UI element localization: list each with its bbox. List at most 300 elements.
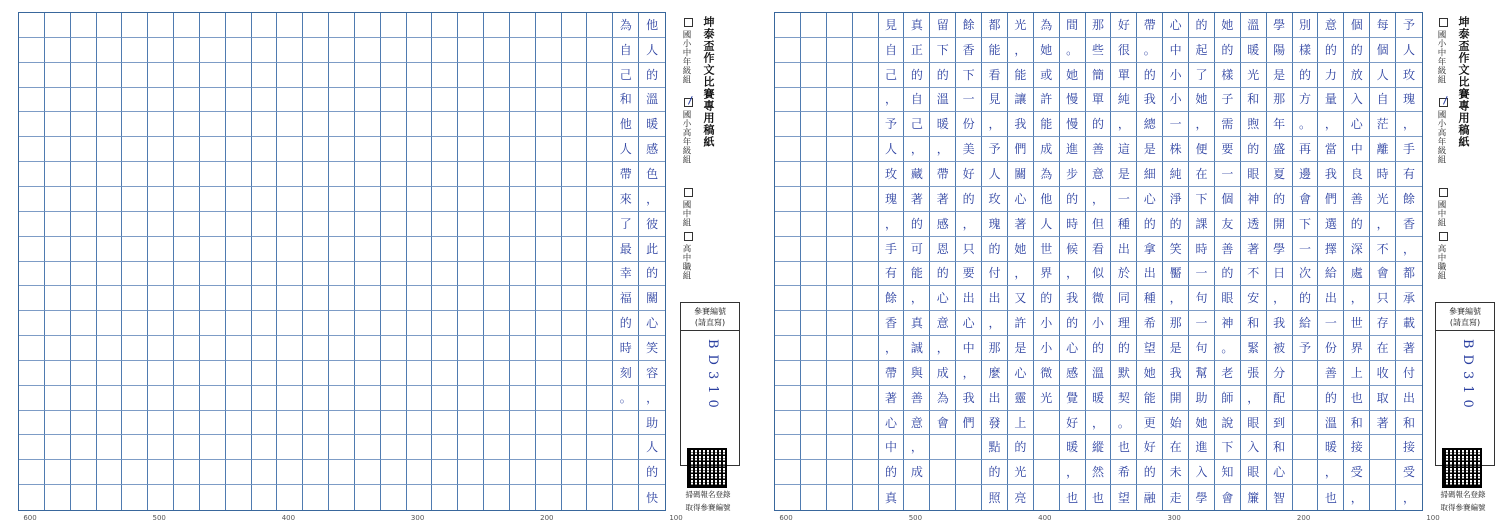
- grid-cell: [277, 386, 303, 411]
- grid-cell: [122, 336, 148, 361]
- grid-cell: [562, 435, 588, 460]
- grid-cell: [536, 38, 562, 63]
- grid-cell: [613, 460, 639, 485]
- grid-cell: [148, 435, 174, 460]
- grid-cell: [45, 485, 71, 510]
- grid-cell: [510, 63, 536, 88]
- grid-cell: [407, 38, 433, 63]
- grid-cell: 進: [1060, 137, 1086, 162]
- character-counter-right: [774, 514, 1440, 526]
- grid-cell: 放: [1344, 63, 1370, 88]
- grid-cell: [97, 137, 123, 162]
- division-option[interactable]: [1435, 98, 1448, 164]
- grid-cell: 純: [1163, 162, 1189, 187]
- grid-cell: 瑰: [879, 187, 905, 212]
- grid-cell: [303, 336, 329, 361]
- grid-cell: [407, 435, 433, 460]
- grid-cell: [71, 485, 97, 510]
- grid-cell: [19, 361, 45, 386]
- grid-cell: [19, 63, 45, 88]
- grid-cell: [252, 13, 278, 38]
- grid-cell: 次: [1293, 262, 1319, 287]
- grid-cell: 那: [1267, 88, 1293, 113]
- grid-cell: [432, 361, 458, 386]
- grid-cell: 帶: [1137, 13, 1163, 38]
- grid-cell: 夏: [1267, 162, 1293, 187]
- grid-cell: 總: [1137, 112, 1163, 137]
- checkbox-icon[interactable]: [1439, 232, 1448, 241]
- grid-cell: [458, 162, 484, 187]
- checkbox-icon[interactable]: [684, 232, 693, 241]
- grid-cell: [853, 137, 879, 162]
- entry-number-box[interactable]: [1435, 302, 1495, 466]
- grid-cell: 再: [1293, 137, 1319, 162]
- grid-cell: [71, 361, 97, 386]
- grid-cell: [536, 88, 562, 113]
- grid-cell: 時: [1189, 237, 1215, 262]
- grid-cell: [122, 112, 148, 137]
- grid-cell: [827, 361, 853, 386]
- grid-cell: [355, 137, 381, 162]
- grid-cell: [303, 411, 329, 436]
- grid-cell: 。: [1137, 38, 1163, 63]
- grid-cell: [510, 361, 536, 386]
- grid-cell: [613, 485, 639, 510]
- grid-cell: 心: [1008, 187, 1034, 212]
- division-option-label: 國中組: [1436, 200, 1446, 227]
- grid-cell: 也: [1318, 485, 1344, 510]
- grid-cell: [174, 435, 200, 460]
- grid-cell: [277, 137, 303, 162]
- grid-cell: [303, 485, 329, 510]
- grid-cell: 的: [613, 311, 639, 336]
- grid-cell: [956, 460, 982, 485]
- grid-cell: [587, 137, 613, 162]
- grid-cell: [252, 460, 278, 485]
- grid-cell: 也: [1344, 386, 1370, 411]
- grid-cell: [329, 336, 355, 361]
- checkbox-icon[interactable]: [1439, 98, 1448, 107]
- grid-cell: [19, 88, 45, 113]
- grid-cell: 這: [1111, 137, 1137, 162]
- grid-cell: [174, 88, 200, 113]
- grid-cell: [303, 187, 329, 212]
- grid-cell: [97, 237, 123, 262]
- grid-cell: 有: [879, 262, 905, 287]
- grid-cell: [97, 63, 123, 88]
- grid-cell: [329, 485, 355, 510]
- grid-cell: [381, 212, 407, 237]
- grid-cell: 或: [1034, 63, 1060, 88]
- division-option-label: 高中職組: [1436, 244, 1446, 280]
- grid-cell: [827, 286, 853, 311]
- division-option[interactable]: [1435, 18, 1448, 84]
- division-option[interactable]: [680, 18, 693, 84]
- grid-cell: [775, 137, 801, 162]
- grid-cell: 在: [1189, 162, 1215, 187]
- division-option[interactable]: [680, 232, 693, 280]
- grid-cell: [226, 237, 252, 262]
- grid-cell: 彼: [639, 212, 665, 237]
- grid-cell: [252, 237, 278, 262]
- grid-cell: [775, 336, 801, 361]
- counter-mark: 300: [1167, 514, 1181, 522]
- entry-number-label: 參賽編號: [1449, 307, 1481, 316]
- grid-cell: 界: [1344, 336, 1370, 361]
- grid-cell: [407, 212, 433, 237]
- grid-cell: [853, 237, 879, 262]
- grid-cell: [536, 13, 562, 38]
- grid-cell: [226, 38, 252, 63]
- grid-cell: [853, 212, 879, 237]
- grid-cell: 福: [613, 286, 639, 311]
- grid-cell: 手: [1396, 137, 1422, 162]
- grid-cell: 。: [1111, 411, 1137, 436]
- grid-cell: [432, 237, 458, 262]
- character-counter-left: [18, 514, 683, 526]
- grid-cell: [775, 411, 801, 436]
- grid-cell: 小: [1034, 336, 1060, 361]
- grid-cell: [484, 237, 510, 262]
- grid-cell: [148, 237, 174, 262]
- grid-cell: [226, 137, 252, 162]
- grid-cell: [303, 237, 329, 262]
- grid-cell: [1034, 435, 1060, 460]
- grid-cell: [853, 38, 879, 63]
- grid-cell: 是: [1267, 63, 1293, 88]
- grid-cell: [536, 286, 562, 311]
- counter-mark: 100: [1426, 514, 1440, 522]
- grid-cell: 看: [982, 63, 1008, 88]
- grid-cell: [122, 38, 148, 63]
- grid-cell: 心: [1344, 112, 1370, 137]
- grid-cell: 深: [1344, 237, 1370, 262]
- grid-cell: 小: [1163, 63, 1189, 88]
- grid-cell: 個: [1344, 13, 1370, 38]
- grid-cell: [536, 262, 562, 287]
- grid-cell: [200, 311, 226, 336]
- grid-cell: [381, 336, 407, 361]
- grid-cell: ，: [1008, 38, 1034, 63]
- grid-cell: 在: [1370, 336, 1396, 361]
- grid-cell: [930, 435, 956, 460]
- grid-cell: [587, 112, 613, 137]
- grid-cell: 善: [1318, 361, 1344, 386]
- grid-cell: [277, 336, 303, 361]
- grid-cell: 和: [1241, 88, 1267, 113]
- grid-cell: 更: [1137, 411, 1163, 436]
- grid-cell: [19, 187, 45, 212]
- grid-cell: [827, 435, 853, 460]
- grid-cell: [148, 137, 174, 162]
- grid-cell: 餘: [956, 13, 982, 38]
- grid-cell: [1034, 485, 1060, 510]
- grid-cell: 光: [1034, 386, 1060, 411]
- grid-cell: 慢: [1060, 112, 1086, 137]
- grid-cell: [97, 187, 123, 212]
- grid-cell: 瑰: [982, 212, 1008, 237]
- grid-cell: [801, 187, 827, 212]
- grid-cell: 說: [1215, 411, 1241, 436]
- grid-cell: 日: [1267, 262, 1293, 287]
- grid-cell: [303, 361, 329, 386]
- grid-cell: [407, 460, 433, 485]
- grid-cell: [122, 485, 148, 510]
- grid-cell: 的: [904, 212, 930, 237]
- form-side-panel-right: [1425, 10, 1500, 525]
- grid-cell: [381, 187, 407, 212]
- grid-cell: [329, 286, 355, 311]
- grid-cell: 的: [639, 63, 665, 88]
- grid-cell: [148, 361, 174, 386]
- grid-cell: [97, 88, 123, 113]
- grid-cell: [45, 112, 71, 137]
- grid-cell: [536, 187, 562, 212]
- counter-mark: 200: [540, 514, 554, 522]
- grid-cell: 年: [1267, 112, 1293, 137]
- qr-caption-line2: 取得參賽編號: [1440, 503, 1486, 512]
- grid-cell: [355, 435, 381, 460]
- grid-cell: 都: [982, 13, 1008, 38]
- grid-cell: [432, 435, 458, 460]
- grid-cell: [19, 336, 45, 361]
- grid-cell: [510, 212, 536, 237]
- grid-cell: [562, 88, 588, 113]
- grid-cell: ，: [1344, 485, 1370, 510]
- grid-cell: ，: [904, 137, 930, 162]
- grid-cell: 著: [1370, 411, 1396, 436]
- grid-cell: [355, 88, 381, 113]
- grid-cell: ，: [879, 212, 905, 237]
- checkbox-icon[interactable]: [684, 188, 693, 197]
- grid-cell: 我: [1318, 162, 1344, 187]
- grid-cell: [355, 262, 381, 287]
- grid-cell: [174, 137, 200, 162]
- grid-cell: [458, 336, 484, 361]
- grid-cell: 下: [1189, 187, 1215, 212]
- grid-cell: 的: [1008, 435, 1034, 460]
- grid-cell: [407, 262, 433, 287]
- grid-cell: [432, 63, 458, 88]
- grid-cell: [200, 435, 226, 460]
- grid-cell: [122, 411, 148, 436]
- grid-cell: 步: [1060, 162, 1086, 187]
- grid-cell: 助: [1189, 386, 1215, 411]
- checkbox-icon[interactable]: [684, 98, 693, 107]
- grid-cell: [148, 112, 174, 137]
- grid-cell: ，: [639, 187, 665, 212]
- grid-cell: [200, 237, 226, 262]
- grid-cell: [226, 162, 252, 187]
- grid-cell: 那: [1163, 311, 1189, 336]
- grid-cell: 成: [904, 460, 930, 485]
- grid-cell: [226, 435, 252, 460]
- grid-cell: 簡: [1086, 63, 1112, 88]
- grid-cell: 也: [1060, 485, 1086, 510]
- grid-cell: [174, 336, 200, 361]
- grid-cell: [827, 187, 853, 212]
- grid-cell: [148, 13, 174, 38]
- grid-cell: [801, 311, 827, 336]
- grid-cell: [45, 336, 71, 361]
- grid-cell: [200, 212, 226, 237]
- grid-cell: 是: [1008, 336, 1034, 361]
- grid-cell: [775, 88, 801, 113]
- grid-cell: 給: [1293, 311, 1319, 336]
- grid-cell: 便: [1189, 137, 1215, 162]
- grid-cell: 拿: [1137, 237, 1163, 262]
- grid-cell: [562, 137, 588, 162]
- grid-cell: 己: [904, 112, 930, 137]
- grid-cell: 張: [1241, 361, 1267, 386]
- grid-cell: [355, 187, 381, 212]
- grid-cell: 自: [879, 38, 905, 63]
- grid-cell: [587, 13, 613, 38]
- grid-cell: 真: [879, 485, 905, 510]
- grid-cell: 藏: [904, 162, 930, 187]
- grid-cell: [407, 88, 433, 113]
- grid-cell: [45, 212, 71, 237]
- grid-cell: [329, 361, 355, 386]
- grid-cell: 界: [1034, 262, 1060, 287]
- grid-cell: [587, 38, 613, 63]
- division-option[interactable]: [680, 98, 693, 164]
- grid-cell: [484, 286, 510, 311]
- grid-cell: [71, 88, 97, 113]
- division-option[interactable]: [1435, 232, 1448, 280]
- grid-cell: [853, 336, 879, 361]
- division-option[interactable]: [680, 188, 693, 227]
- grid-cell: 們: [1008, 137, 1034, 162]
- grid-cell: [407, 286, 433, 311]
- grid-cell: [329, 262, 355, 287]
- grid-cell: 時: [613, 336, 639, 361]
- grid-cell: [1293, 411, 1319, 436]
- grid-cell: 著: [879, 386, 905, 411]
- division-option[interactable]: [1435, 188, 1448, 227]
- grid-cell: 此: [639, 237, 665, 262]
- grid-cell: 笑: [1163, 237, 1189, 262]
- grid-cell: 似: [1086, 262, 1112, 287]
- grid-cell: [45, 286, 71, 311]
- grid-cell: 人: [639, 38, 665, 63]
- grid-cell: [562, 460, 588, 485]
- grid-cell: [801, 63, 827, 88]
- grid-cell: 簾: [1241, 485, 1267, 510]
- grid-cell: 微: [1034, 361, 1060, 386]
- grid-cell: [853, 386, 879, 411]
- grid-cell: 默: [1111, 361, 1137, 386]
- grid-cell: [432, 311, 458, 336]
- grid-cell: 上: [1008, 411, 1034, 436]
- grid-cell: [355, 286, 381, 311]
- grid-cell: [432, 187, 458, 212]
- grid-cell: 正: [904, 38, 930, 63]
- entry-number-value: BD310: [1460, 339, 1475, 414]
- grid-cell: [122, 137, 148, 162]
- grid-cell: 的: [1344, 212, 1370, 237]
- checkbox-icon[interactable]: [684, 18, 693, 27]
- grid-cell: 希: [1111, 460, 1137, 485]
- counter-mark: 300: [410, 514, 425, 522]
- grid-cell: [381, 262, 407, 287]
- grid-cell: 為: [1034, 13, 1060, 38]
- grid-cell: 香: [879, 311, 905, 336]
- checkbox-icon[interactable]: [1439, 18, 1448, 27]
- grid-cell: [536, 485, 562, 510]
- grid-cell: 溫: [930, 88, 956, 113]
- grid-cell: 人: [1396, 38, 1422, 63]
- grid-cell: [775, 187, 801, 212]
- grid-cell: 的: [956, 187, 982, 212]
- grid-cell: 純: [1111, 88, 1137, 113]
- grid-cell: [801, 137, 827, 162]
- grid-cell: 是: [1163, 336, 1189, 361]
- form-title: 坤泰盃作文比賽專用稿紙: [702, 16, 715, 148]
- grid-cell: [562, 212, 588, 237]
- grid-cell: [775, 460, 801, 485]
- grid-cell: [407, 336, 433, 361]
- grid-cell: [562, 485, 588, 510]
- grid-cell: [458, 63, 484, 88]
- qr-code-icon[interactable]: [1442, 448, 1482, 488]
- grid-cell: [174, 311, 200, 336]
- grid-cell: 一: [1111, 187, 1137, 212]
- qr-caption-line2: 取得參賽編號: [685, 503, 731, 512]
- grid-cell: 入: [1189, 460, 1215, 485]
- grid-cell: [329, 386, 355, 411]
- grid-cell: [562, 361, 588, 386]
- grid-cell: [148, 286, 174, 311]
- grid-cell: [407, 361, 433, 386]
- qr-code-icon[interactable]: [687, 448, 727, 488]
- grid-cell: 我: [1008, 112, 1034, 137]
- grid-cell: [827, 137, 853, 162]
- grid-cell: [277, 460, 303, 485]
- grid-cell: 最: [613, 237, 639, 262]
- grid-cell: 很: [1111, 38, 1137, 63]
- grid-cell: [174, 162, 200, 187]
- grid-cell: 玫: [1396, 63, 1422, 88]
- grid-cell: [827, 162, 853, 187]
- entry-number-box[interactable]: [680, 302, 740, 466]
- grid-cell: 那: [1086, 13, 1112, 38]
- grid-cell: 他: [613, 112, 639, 137]
- grid-cell: [19, 485, 45, 510]
- grid-cell: [801, 38, 827, 63]
- grid-cell: 溫: [1241, 13, 1267, 38]
- grid-cell: 子: [1215, 88, 1241, 113]
- grid-cell: [827, 88, 853, 113]
- grid-cell: [303, 212, 329, 237]
- grid-cell: ，: [930, 336, 956, 361]
- grid-cell: [381, 63, 407, 88]
- grid-cell: [355, 311, 381, 336]
- grid-cell: [277, 88, 303, 113]
- grid-cell: [122, 212, 148, 237]
- grid-cell: [277, 237, 303, 262]
- grid-cell: 許: [1008, 311, 1034, 336]
- checkbox-icon[interactable]: [1439, 188, 1448, 197]
- grid-cell: 心: [639, 311, 665, 336]
- grid-cell: [510, 336, 536, 361]
- grid-cell: 師: [1215, 386, 1241, 411]
- grid-cell: 當: [1318, 137, 1344, 162]
- grid-cell: [827, 63, 853, 88]
- grid-cell: ，: [1086, 187, 1112, 212]
- grid-cell: [853, 187, 879, 212]
- grid-cell: [536, 361, 562, 386]
